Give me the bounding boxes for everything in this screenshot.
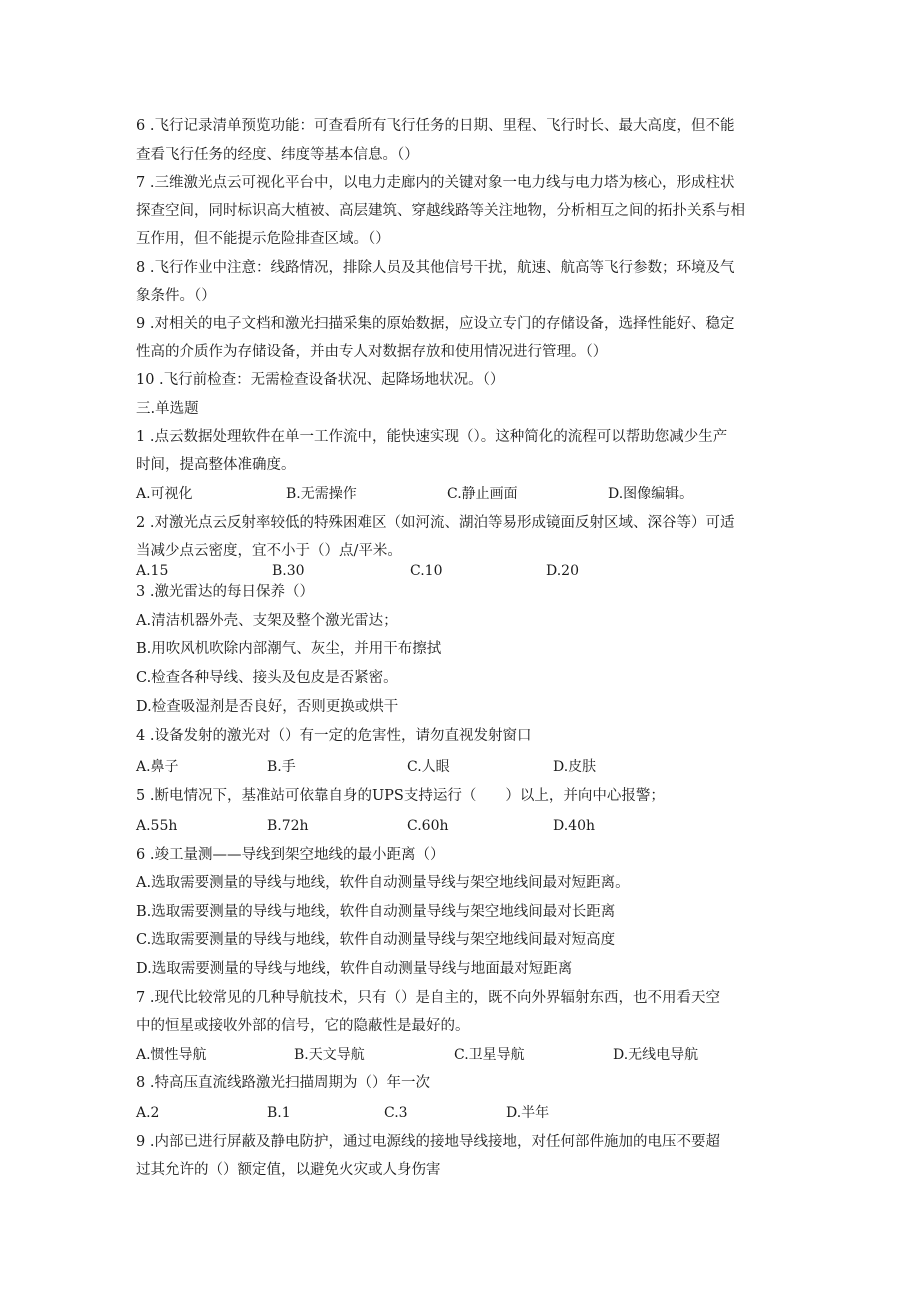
sc-q8-option-b: B.1 — [267, 1105, 291, 1121]
sc-q9-line1: 9 .内部已进行屏蔽及静电防护，通过电源线的接地导线接地，对任何部件施加的电压不要超 — [136, 1134, 720, 1150]
sc-q3-option-c: C.检查各种导线、接头及包皮是否紧密。 — [136, 670, 398, 686]
sc-q2-option-d: D.20 — [546, 563, 579, 579]
sc-q8-option-d: D.半年 — [506, 1105, 550, 1121]
sc-q1-option-a: A.可视化 — [136, 486, 193, 502]
sc-q5-option-a: A.55h — [136, 818, 178, 834]
sc-q7-line1: 7 .现代比较常见的几种导航技术，只有（）是自主的，既不向外界辐射东西，也不用看天空 — [136, 990, 720, 1006]
sc-q5-option-d: D.40h — [553, 818, 596, 834]
sc-q4-line1: 4 .设备发射的激光对（）有一定的危害性，请勿直视发射窗口 — [136, 728, 532, 744]
sc-q6-option-c: C.选取需要测量的导线与地线，软件自动测量导线与架空地线间最对短高度 — [136, 932, 616, 948]
sc-q3-option-b: B.用吹风机吹除内部潮气、灰尘，并用干布擦拭 — [136, 641, 442, 657]
sc-q4-option-a: A.鼻子 — [136, 759, 179, 775]
tf-q9-line1: 9 .对相关的电子文档和激光扫描采集的原始数据，应设立专门的存储设备，选择性能好、稳定 — [136, 316, 735, 332]
tf-q10-line1: 10 .飞行前检查：无需检查设备状况、起降场地状况。（） — [136, 372, 505, 388]
tf-q8-line1: 8 .飞行作业中注意：线路情况，排除人员及其他信号干扰，航速、航高等飞行参数；环境及气 — [136, 260, 735, 276]
sc-q9-line2: 过其允许的（）额定值，以避免火灾或人身伤害 — [136, 1162, 441, 1178]
tf-q6-line2: 查看飞行任务的经度、纬度等基本信息。（） — [136, 147, 419, 163]
sc-q2-option-b: B.30 — [272, 563, 305, 579]
sc-q6-option-a: A.选取需要测量的导线与地线，软件自动测量导线与架空地线间最对短距离。 — [136, 875, 630, 891]
sc-q4-option-b: B.手 — [267, 759, 296, 775]
sc-q7-option-b: B.天文导航 — [294, 1047, 365, 1063]
tf-q9-line2: 性高的介质作为存储设备，并由专人对数据存放和使用情况进行管理。（） — [136, 344, 608, 360]
sc-q1-line2: 时间，提高整体准确度。 — [136, 457, 296, 473]
sc-q6-line1: 6 .竣工量测——导线到架空地线的最小距离（） — [136, 847, 445, 863]
sc-q5-option-c: C.60h — [407, 818, 449, 834]
tf-q6-line1: 6 .飞行记录清单预览功能：可查看所有飞行任务的日期、里程、飞行时长、最大高度，但不能 — [136, 118, 735, 134]
sc-q7-line2: 中的恒星或接收外部的信号，它的隐蔽性是最好的。 — [136, 1018, 470, 1034]
sc-q1-option-c: C.静止画面 — [447, 486, 518, 502]
sc-q5-line1: 5 .断电情况下，基准站可依靠自身的UPS支持运行（ ）以上，并向中心报警； — [136, 788, 665, 804]
tf-q7-line2: 探查空间，同时标识高大植被、高层建筑、穿越线路等关注地物，分析相互之间的拓扑关系与相 — [136, 203, 745, 219]
sc-q3-option-a: A.清洁机器外壳、支架及整个激光雷达； — [136, 613, 398, 629]
sc-q3-option-d: D.检查吸湿剂是否良好，否则更换或烘干 — [136, 699, 399, 715]
sc-q4-option-c: C.人眼 — [407, 759, 450, 775]
sc-q7-option-d: D.无线电导航 — [613, 1047, 699, 1063]
sc-q2-option-c: C.10 — [410, 563, 443, 579]
sc-q7-option-a: A.惯性导航 — [136, 1047, 207, 1063]
sc-q7-option-c: C.卫星导航 — [454, 1047, 525, 1063]
sc-q8-option-a: A.2 — [136, 1105, 160, 1121]
sc-q1-option-b: B.无需操作 — [286, 486, 357, 502]
sc-q6-option-b: B.选取需要测量的导线与地线，软件自动测量导线与架空地线间最对长距离 — [136, 904, 616, 920]
sc-q2-option-a: A.15 — [136, 563, 169, 579]
tf-q7-line1: 7 .三维激光点云可视化平台中，以电力走廊内的关键对象一电力线与电力塔为核心，形成柱状 — [136, 175, 735, 191]
sc-q4-option-d: D.皮肤 — [553, 759, 597, 775]
section-title: 三.单选题 — [136, 401, 199, 417]
sc-q8-option-c: C.3 — [384, 1105, 408, 1121]
tf-q8-line2: 象条件。（） — [136, 288, 216, 304]
tf-q7-line3: 互作用，但不能提示危险排查区域。（） — [136, 231, 390, 247]
sc-q1-option-d: D.图像编辑。 — [608, 486, 694, 502]
sc-q1-line1: 1 .点云数据处理软件在单一工作流中，能快速实现（）。这种简化的流程可以帮助您减少生产 — [136, 429, 728, 445]
sc-q2-line2: 当减少点云密度，宜不小于（）点/平米。 — [136, 543, 402, 559]
sc-q5-option-b: B.72h — [267, 818, 309, 834]
sc-q6-option-d: D.选取需要测量的导线与地线，软件自动测量导线与地面最对短距离 — [136, 961, 573, 977]
sc-q8-line1: 8 .特高压直流线路激光扫描周期为（）年一次 — [136, 1075, 430, 1091]
sc-q3-line1: 3 .激光雷达的每日保养（） — [136, 584, 314, 600]
sc-q2-line1: 2 .对激光点云反射率较低的特殊困难区（如河流、湖泊等易形成镜面反射区域、深谷等）可适 — [136, 515, 735, 531]
